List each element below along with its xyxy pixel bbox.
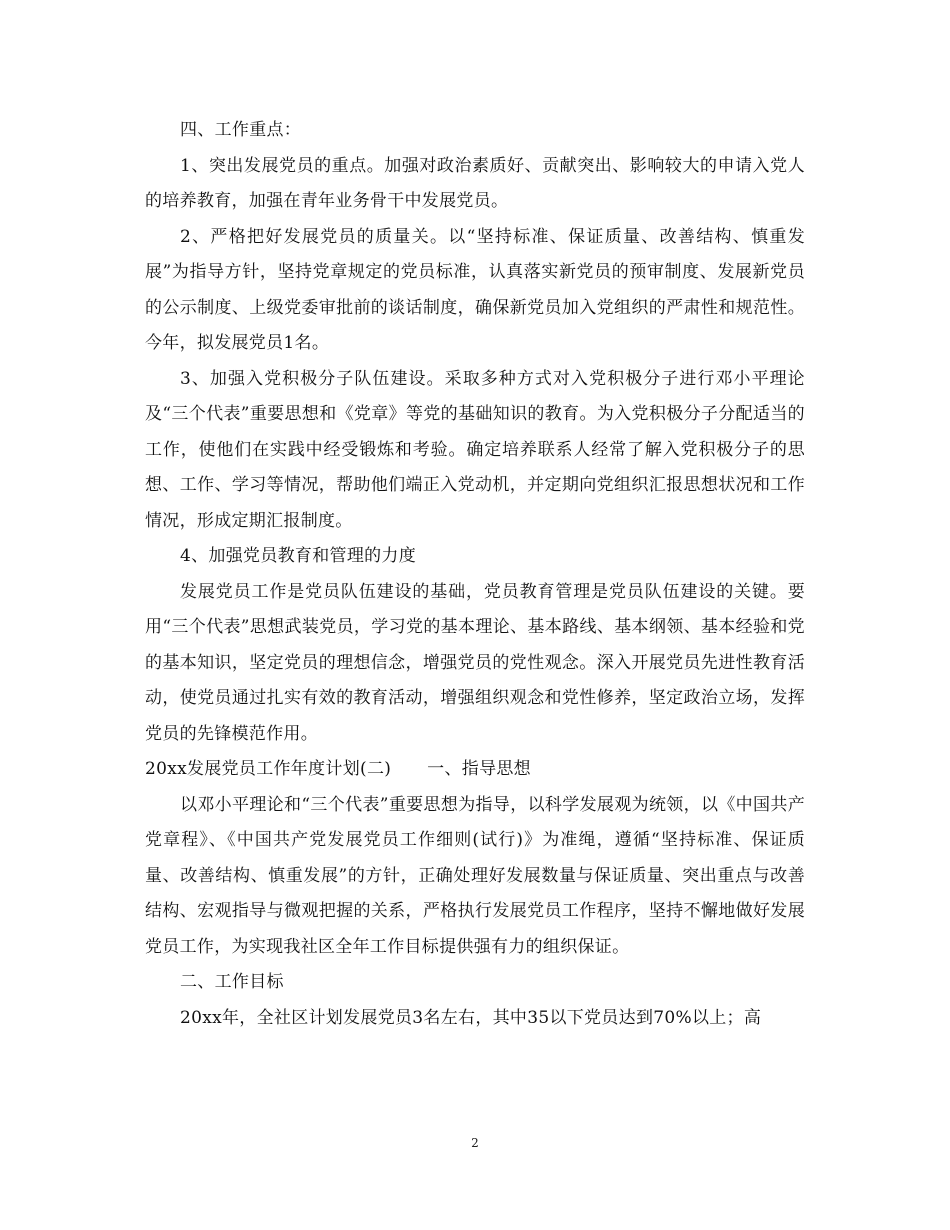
plan-subheading: 一、指导思想 [427,759,531,779]
page-number: 2 [471,1136,479,1150]
section-heading: 二、工作目标 [180,972,284,992]
paragraph: 20xx年，全社区计划发展党员3名左右，其中35以下党员达到70%以上；高 [180,1007,762,1028]
paragraph: 发展党员工作是党员队伍建设的基础，党员教育管理是党员队伍建设的关键。要用“三个代表”思想武装党员，学习党的基本理论、基本路线、基本纲领、基本经验和党的基本知识，坚定党员的理想信念，增强党员的党性观念。深入开展党员先进性教育活动，使党员通过扎实有效的教育活动，增强组织观念和党性修养，坚定政治立场，发挥党员的先锋模范作用。 [145,581,805,744]
paragraph: 1、突出发展党员的重点。加强对政治素质好、贡献突出、影响较大的申请入党人的培养教育，加强在青年业务骨干中发展党员。 [145,155,805,211]
section-heading: 四、工作重点： [180,120,302,140]
paragraph: 3、加强入党积极分子队伍建设。采取多种方式对入党积极分子进行邓小平理论及“三个代表”重要思想和《党章》等党的基础知识的教育。为入党积极分子分配适当的工作，使他们在实践中经受锻炼和考验。确定培养联系人经常了解入党积极分子的思想、工作、学习等情况，帮助他们端正入党动机，并定期向党组织汇报思想状况和工作情况，形成定期汇报制度。 [145,368,805,531]
plan-title: 20xx发展党员工作年度计划(二) [145,759,392,779]
paragraph: 2、严格把好发展党员的质量关。以“坚持标准、保证质量、改善结构、慎重发展”为指导方针，坚持党章规定的党员标准，认真落实新党员的预审制度、发展新党员的公示制度、上级党委审批前的谈话制度，确保新党员加入党组织的严肃性和规范性。今年，拟发展党员1名。 [145,226,805,353]
paragraph: 以邓小平理论和“三个代表”重要思想为指导，以科学发展观为统领，以《中国共产党章程》、《中国共产党发展党员工作细则(试行)》为准绳，遵循“坚持标准、保证质量、改善结构、慎重发展”的方针，正确处理好发展数量与保证质量、突出重点与改善结构、宏观指导与微观把握的关系，严格执行发展党员工作程序，坚持不懈地做好发展党员工作，为实现我社区全年工作目标提供强有力的组织保证。 [145,794,805,957]
document-body [145,113,805,1036]
plan-title-line [145,752,805,788]
paragraph: 4、加强党员教育和管理的力度 [180,546,417,566]
